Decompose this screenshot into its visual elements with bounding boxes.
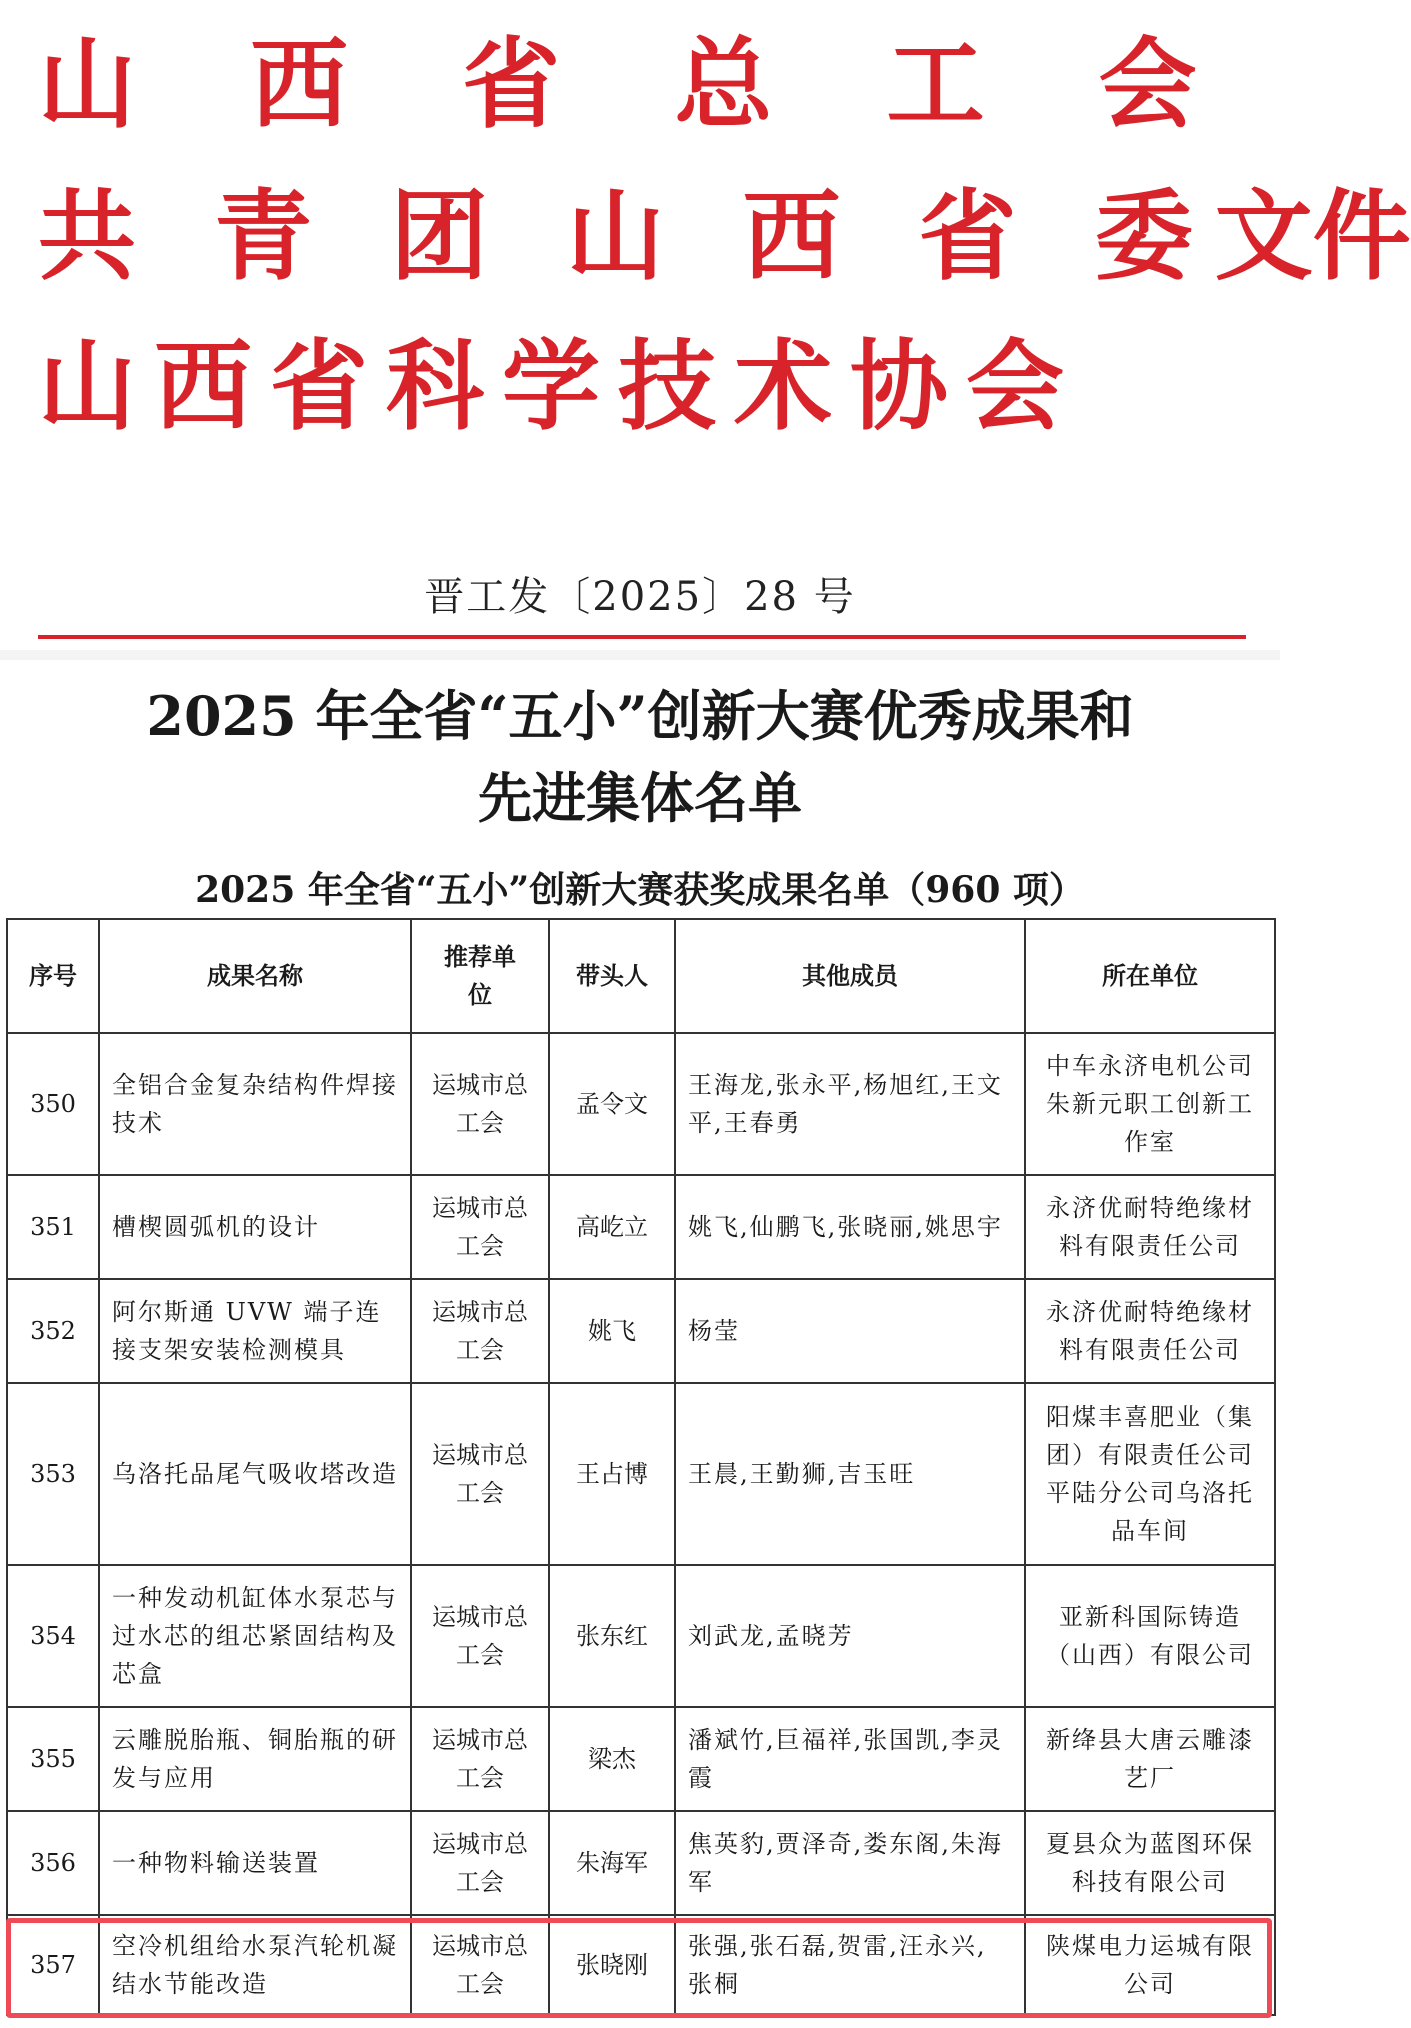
cell-unit: 运城市总工会 (411, 1175, 549, 1279)
cell-leader: 姚飞 (549, 1279, 675, 1383)
cell-name: 全铝合金复杂结构件焊接技术 (99, 1033, 411, 1175)
cell-members: 姚飞,仙鹏飞,张晓丽,姚思宇 (675, 1175, 1025, 1279)
cell-leader: 孟令文 (549, 1033, 675, 1175)
table-row (7, 1707, 1275, 1811)
cell-members: 刘武龙,孟晓芳 (675, 1565, 1025, 1707)
header-line-2-suffix: 文件 (1214, 179, 1411, 294)
table-row (7, 1565, 1275, 1707)
cell-unit: 运城市总工会 (411, 1279, 549, 1383)
table-row (7, 1175, 1275, 1279)
cell-members: 杨莹 (675, 1279, 1025, 1383)
table-row (7, 1279, 1275, 1383)
cell-company: 阳煤丰喜肥业（集团）有限责任公司平陆分公司乌洛托品车间 (1025, 1383, 1275, 1565)
cell-no: 357 (7, 1915, 99, 2015)
cell-no: 353 (7, 1383, 99, 1565)
cell-no: 351 (7, 1175, 99, 1279)
document-header (0, 0, 1411, 650)
table-title: 2025 年全省“五小”创新大赛获奖成果名单（960 项） (195, 869, 1085, 911)
page-gap (0, 650, 1280, 660)
cell-leader: 张晓刚 (549, 1915, 675, 2015)
cell-company: 亚新科国际铸造（山西）有限公司 (1025, 1565, 1275, 1707)
header-leader: 带头人 (549, 919, 675, 1033)
cell-leader: 王占博 (549, 1383, 675, 1565)
cell-name: 阿尔斯通 UVW 端子连接支架安装检测模具 (99, 1279, 411, 1383)
cell-no: 350 (7, 1033, 99, 1175)
header-unit: 推荐单位 (411, 919, 549, 1033)
table-header-row (7, 919, 1275, 1033)
cell-leader: 朱海军 (549, 1811, 675, 1915)
header-name: 成果名称 (99, 919, 411, 1033)
cell-no: 356 (7, 1811, 99, 1915)
table-row (7, 1383, 1275, 1565)
cell-unit: 运城市总工会 (411, 1383, 549, 1565)
cell-unit: 运城市总工会 (411, 1915, 549, 2015)
cell-leader: 梁杰 (549, 1707, 675, 1811)
red-divider (38, 635, 1246, 639)
document-title-line-1: 2025 年全省“五小”创新大赛优秀成果和 (146, 684, 1134, 748)
cell-unit: 运城市总工会 (411, 1565, 549, 1707)
cell-name: 云雕脱胎瓶、铜胎瓶的研发与应用 (99, 1707, 411, 1811)
document-title-line-2: 先进集体名单 (478, 766, 802, 830)
awards-table (6, 918, 1276, 2016)
cell-unit: 运城市总工会 (411, 1811, 549, 1915)
header-no: 序号 (7, 919, 99, 1033)
cell-no: 352 (7, 1279, 99, 1383)
document-title (0, 675, 1280, 839)
cell-company: 中车永济电机公司朱新元职工创新工作室 (1025, 1033, 1275, 1175)
cell-unit: 运城市总工会 (411, 1033, 549, 1175)
cell-members: 王海龙,张永平,杨旭红,王文平,王春勇 (675, 1033, 1025, 1175)
cell-members: 张强,张石磊,贺雷,汪永兴,张桐 (675, 1915, 1025, 2015)
cell-company: 陕煤电力运城有限公司 (1025, 1915, 1275, 2015)
table-row-highlighted (7, 1915, 1275, 2015)
cell-company: 夏县众为蓝图环保科技有限公司 (1025, 1811, 1275, 1915)
header-line-2-main: 共 青 团 山 西 省 委 (38, 179, 1215, 294)
cell-name: 乌洛托品尾气吸收塔改造 (99, 1383, 411, 1565)
cell-leader: 高屹立 (549, 1175, 675, 1279)
header-line-1: 山 西 省 总 工 会 (38, 27, 1237, 142)
cell-name: 空冷机组给水泵汽轮机凝结水节能改造 (99, 1915, 411, 2015)
header-line-2 (38, 179, 1411, 294)
cell-unit: 运城市总工会 (411, 1707, 549, 1811)
cell-leader: 张东红 (549, 1565, 675, 1707)
header-company: 所在单位 (1025, 919, 1275, 1033)
cell-company: 永济优耐特绝缘材料有限责任公司 (1025, 1279, 1275, 1383)
cell-members: 焦英豹,贾泽奇,娄东阁,朱海军 (675, 1811, 1025, 1915)
cell-name: 一种发动机缸体水泵芯与过水芯的组芯紧固结构及芯盒 (99, 1565, 411, 1707)
cell-no: 355 (7, 1707, 99, 1811)
header-line-3: 山西省科学技术协会 (38, 329, 1083, 444)
cell-no: 354 (7, 1565, 99, 1707)
cell-company: 新绛县大唐云雕漆艺厂 (1025, 1707, 1275, 1811)
cell-company: 永济优耐特绝缘材料有限责任公司 (1025, 1175, 1275, 1279)
cell-name: 一种物料输送装置 (99, 1811, 411, 1915)
cell-members: 潘斌竹,巨福祥,张国凯,李灵霞 (675, 1707, 1025, 1811)
header-members: 其他成员 (675, 919, 1025, 1033)
cell-members: 王晨,王勤狮,吉玉旺 (675, 1383, 1025, 1565)
table-row (7, 1811, 1275, 1915)
document-number: 晋工发〔2025〕28 号 (424, 574, 856, 620)
cell-name: 槽楔圆弧机的设计 (99, 1175, 411, 1279)
table-row (7, 1033, 1275, 1175)
